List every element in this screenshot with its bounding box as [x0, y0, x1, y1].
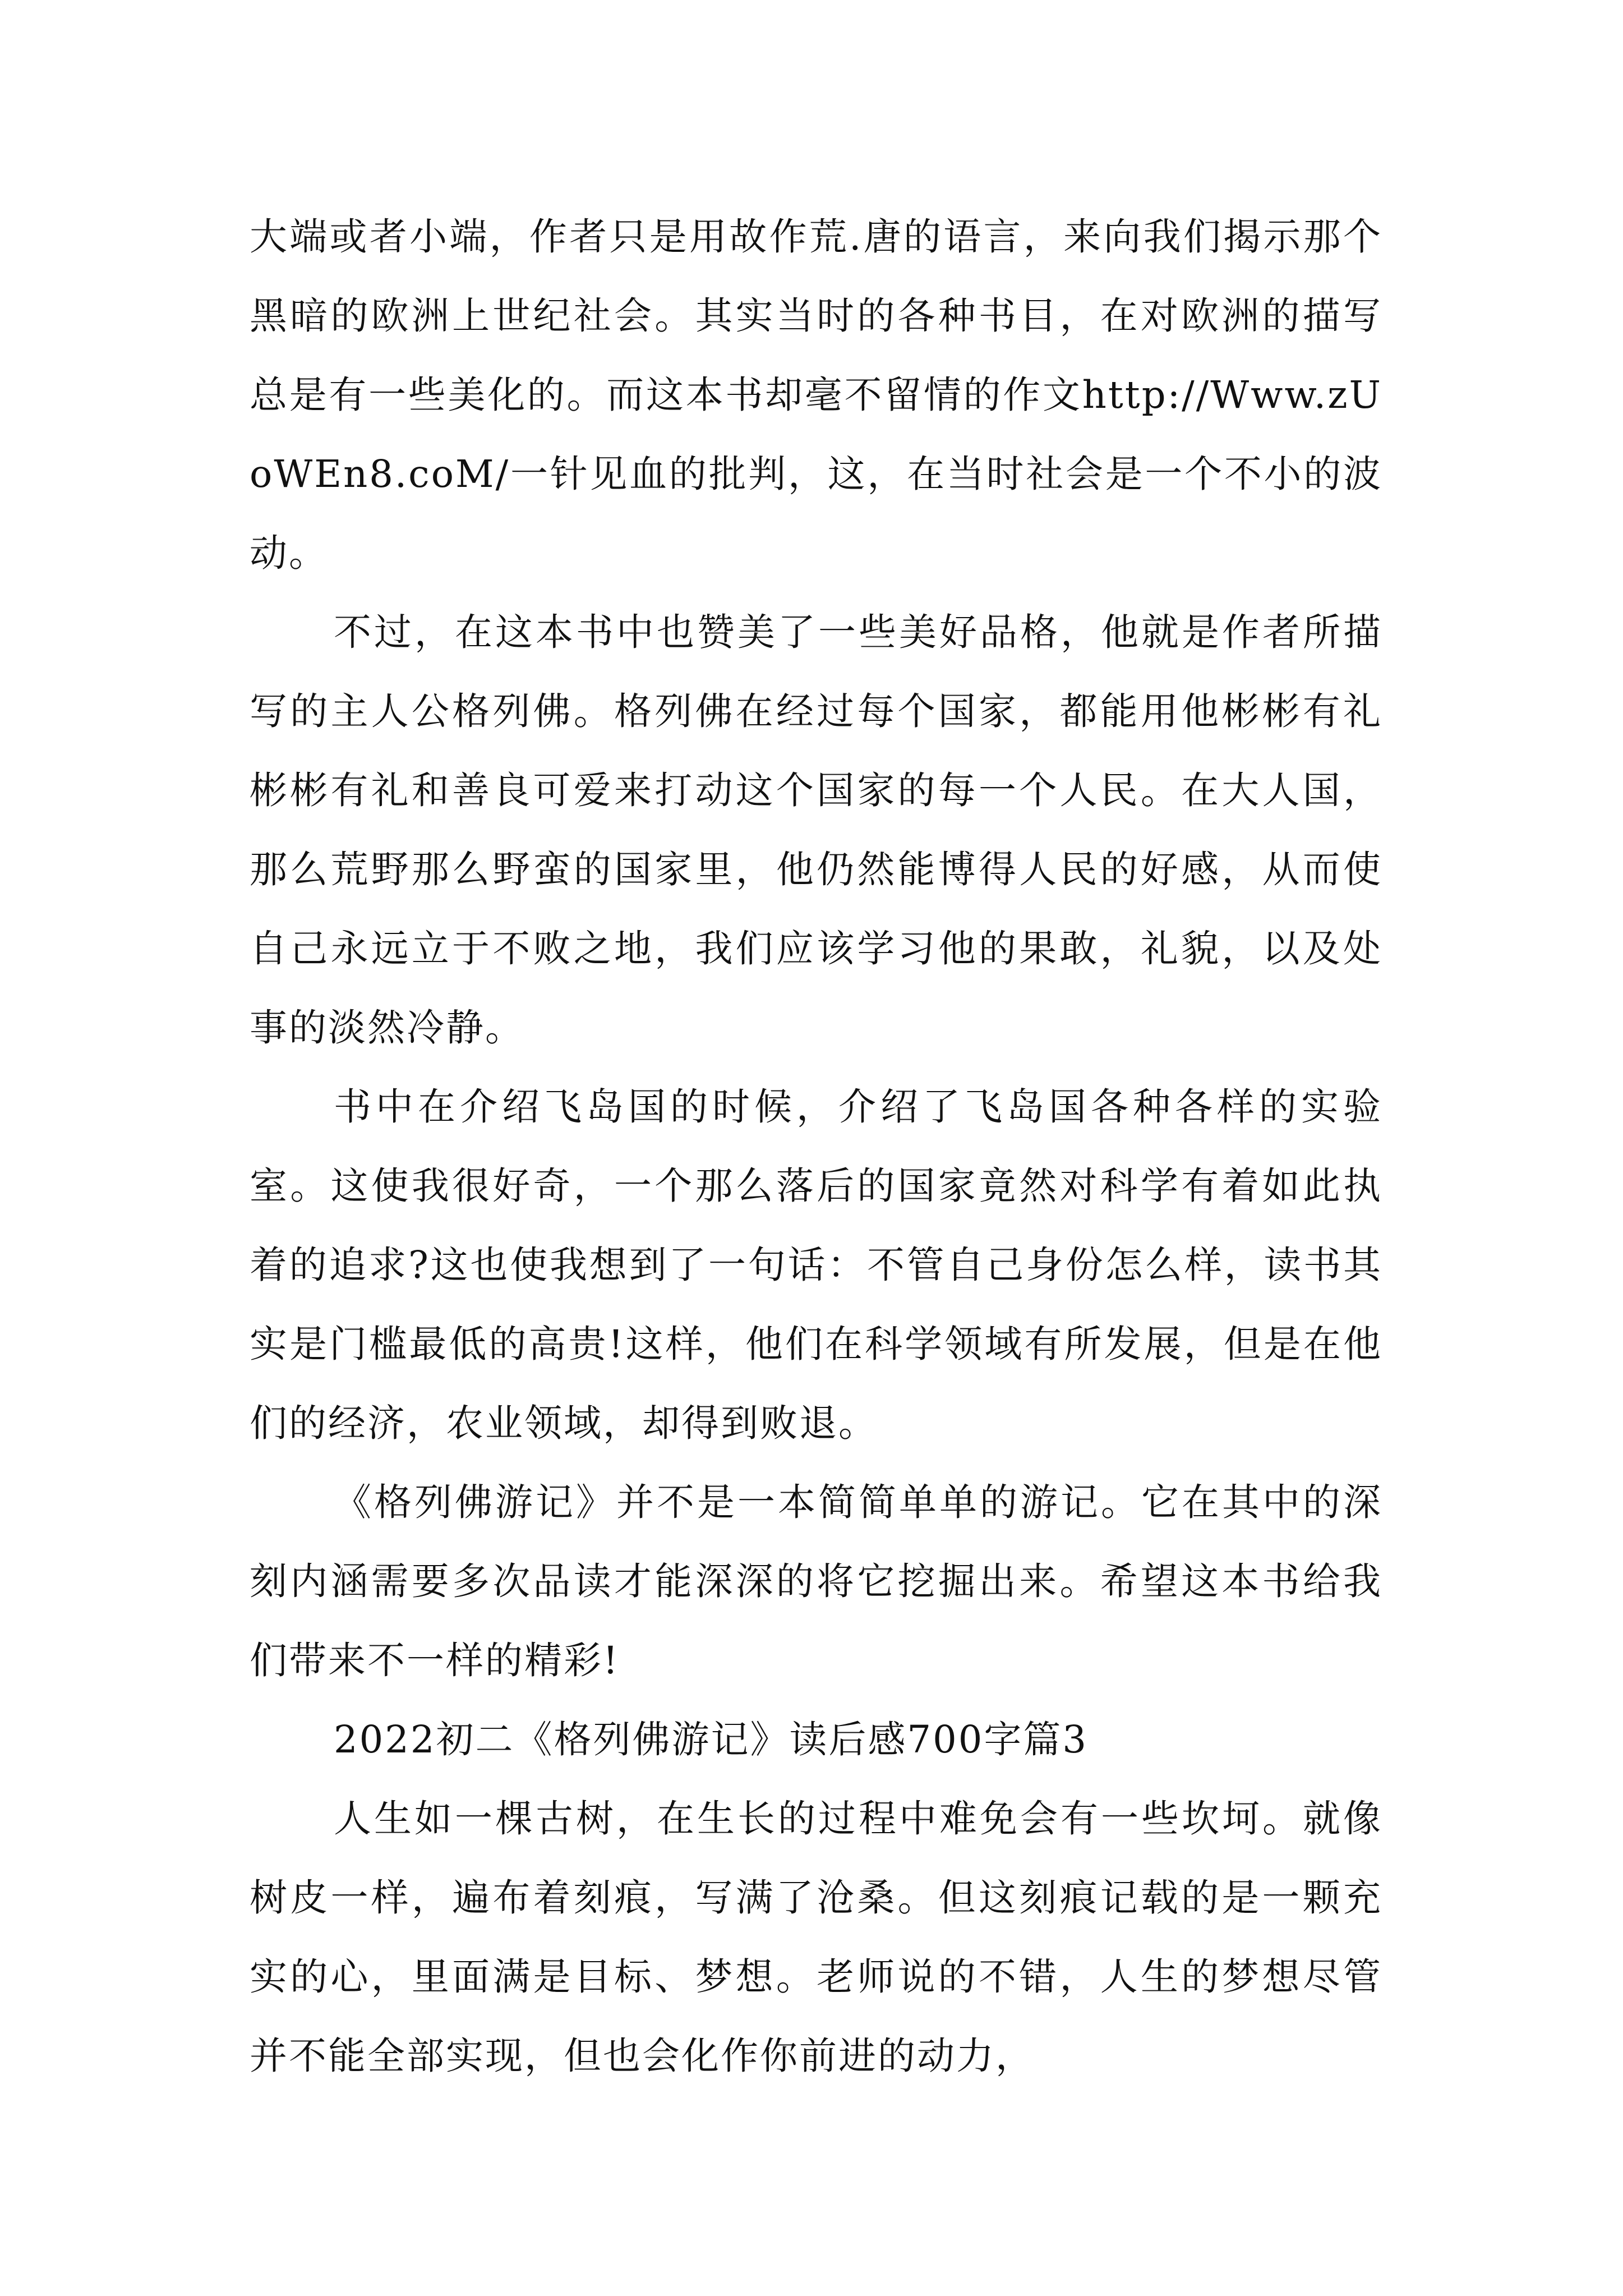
section-heading: 2022初二《格列佛游记》读后感700字篇3	[334, 1718, 1089, 1761]
paragraph-4: 《格列佛游记》并不是一本简简单单的游记。它在其中的深刻内涵需要多次品读才能深深的将它挖掘出来。希望这本书给我们带来不一样的精彩!	[250, 1480, 1382, 1682]
paragraph-3: 书中在介绍飞岛国的时候，介绍了飞岛国各种各样的实验室。这使我很好奇，一个那么落后的国家竟然对科学有着如此执着的追求?这也使我想到了一句话：不管自己身份怎么样，读书其实是门槛最低的高贵!这样，他们在科学领域有所发展，但是在他们的经济，农业领域，却得到败退。	[250, 1085, 1382, 1445]
paragraph-2: 不过，在这本书中也赞美了一些美好品格，他就是作者所描写的主人公格列佛。格列佛在经过每个国家，都能用他彬彬有礼彬彬有礼和善良可爱来打动这个国家的每一个人民。在大人国，那么荒野那么野蛮的国家里，他仍然能博得人民的好感，从而使自己永远立于不败之地，我们应该学习他的果敢，礼貌，以及处事的淡然冷静。	[250, 610, 1382, 1050]
paragraph-5: 人生如一棵古树，在生长的过程中难免会有一些坎坷。就像树皮一样，遍布着刻痕，写满了沧桑。但这刻痕记载的是一颗充实的心，里面满是目标、梦想。老师说的不错，人生的梦想尽管并不能全部实现，但也会化作你前进的动力，	[250, 1797, 1382, 2078]
paragraph-1: 大端或者小端，作者只是用故作荒.唐的语言，来向我们揭示那个黑暗的欧洲上世纪社会。其实当时的各种书目，在对欧洲的描写总是有一些美化的。而这本书却毫不留情的作文http://Www.zUoWEn8.coM/一针见血的批判，这，在当时社会是一个不小的波动。	[250, 215, 1382, 575]
document-body	[250, 197, 1382, 2096]
